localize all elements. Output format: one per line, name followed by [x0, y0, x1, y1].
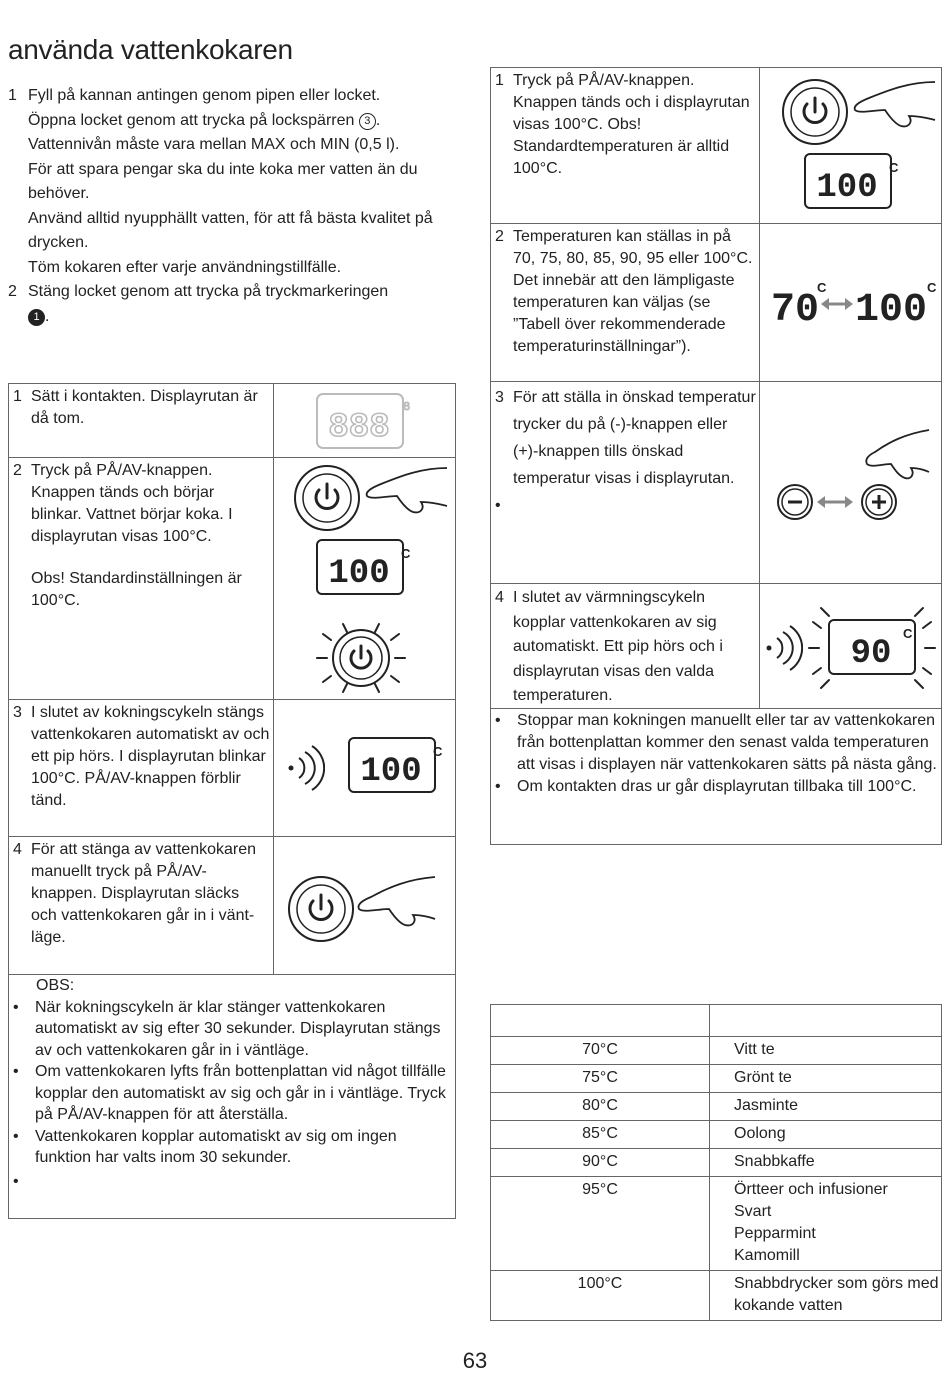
svg-text:100: 100 [328, 555, 390, 593]
right-step-2: 2 Temperaturen kan ställas in på 70, 75, 80, 85, 90, 95 eller 100°C. Det innebär att den lämpligaste temperaturen kan väljas (se ”Tabell över rekommenderade temperaturinställningar”). 70 C 100 C [491, 223, 941, 381]
right-step-3: 3 För att ställa in önskad temperatur trycker du på (-)-knappen eller (+)-knappen tills önskad temperatur visas i displayrutan. • [491, 381, 941, 583]
svg-text:C: C [401, 546, 411, 561]
empty-bullet: • [495, 497, 501, 514]
svg-text:8: 8 [403, 400, 411, 414]
table-row: 80°C Jasminte [491, 1093, 942, 1121]
note-bullet: • Stoppar man kokningen manuellt eller tar av vattenkokaren från bottenplattan kommer den senast valda temperaturen att visas i displayen när vattenkokaren sätts på nästa gång. [495, 712, 937, 773]
power-press-icon [291, 462, 451, 536]
minus-plus-press-icon [769, 426, 939, 536]
display-blank-icon [315, 392, 411, 452]
svg-text:C: C [927, 280, 937, 295]
svg-text:90: 90 [850, 635, 892, 673]
part-ref-3: 3 [359, 113, 376, 130]
svg-text:C: C [903, 626, 913, 641]
intro-step-1: 1 Fyll på kannan antingen genom pipen eller locket. Öppna locket genom att trycka på lockspärren 3 . Vattennivån måste vara mellan MAX och MIN (0,5 l). För att spara pengar ska du inte koka mer vatten än du behöver. Använd alltid nyupphällt vatten, för att få bästa kvalitet på drycken. Töm kokaren efter varje användningstillfälle. [8, 87, 433, 276]
table-row: 90°C Snabbkaffe [491, 1149, 942, 1177]
right-notes [491, 708, 941, 844]
svg-text:100: 100 [855, 288, 928, 333]
beep-sound-icon [285, 740, 325, 796]
note-bullet: • Om kontakten dras ur går displayrutan tillbaka till 100°C. [495, 778, 917, 795]
beep-sound-icon [763, 620, 803, 676]
note-bullet: • När kokningscykeln är klar stänger vattenkokaren automatiskt av sig efter 30 sekunder. Displayrutan stängs av och vattenkokaren går in i väntläge. [13, 998, 441, 1059]
page-number: 63 [462, 1348, 488, 1373]
table-row: 70°C Vitt te [491, 1037, 942, 1065]
power-press-icon [285, 869, 445, 949]
table-row: 95°C Örtteer och infusioner Svart Pepparmint Kamomill [491, 1177, 942, 1271]
intro-step-2: 2 Stäng locket genom att trycka på tryckmarkeringen 1 . [8, 283, 389, 325]
table-row: 100°C Snabbdrycker som görs med kokande vatten [491, 1271, 942, 1321]
right-steps-box [490, 67, 942, 845]
temperature-range-icon [769, 274, 939, 334]
left-step-3: 3 I slutet av kokningscykeln stängs vattenkokaren automatiskt av och ett pip hörs. I displayrutan blinkar 100°C. PÅ/AV-knappen förblir tänd. 100 C [9, 699, 455, 836]
temperature-table [490, 1004, 942, 1321]
svg-text:C: C [817, 280, 827, 295]
display-90-blink-icon [805, 602, 939, 694]
svg-text:100: 100 [360, 753, 422, 791]
svg-text:C: C [889, 160, 899, 175]
note-bullet: • Om vattenkokaren lyfts från bottenplattan vid något tillfälle kopplar den automatiskt av sig och går in i väntläge. Tryck på PÅ/AV-knappen för att återställa. [13, 1063, 446, 1123]
display-100-icon [315, 538, 411, 598]
table-row: 85°C Oolong [491, 1121, 942, 1149]
left-step-1: 1 Sätt i kontakten. Displayrutan är då tom. 888 8 [9, 384, 455, 457]
right-step-1: 1 Tryck på PÅ/AV-knappen. Knappen tänds och i displayrutan visas 100°C. Obs! Standardtemperaturen är alltid 100°C. 100 C [491, 68, 941, 223]
left-step-4: 4 För att stänga av vattenkokaren manuellt tryck på PÅ/AV-knappen. Displayrutan släcks och vattenkokaren går in i väntläge. [9, 836, 455, 974]
display-100-icon [803, 152, 899, 212]
right-step-4: 4 I slutet av värmningscykeln kopplar vattenkokaren av sig automatiskt. Ett pip hörs och i displayrutan visas den valda temperaturen. 90 C [491, 583, 941, 708]
note-bullet: • Vattenkokaren kopplar automatiskt av sig om ingen funktion har valts inom 30 sekunder. [13, 1127, 397, 1166]
display-100-icon [347, 736, 443, 796]
left-notes: OBS: • När kokningscykeln är klar stänger vattenkokaren automatiskt av sig efter 30 sekunder. Displayrutan stängs av och vattenkokaren går in i väntläge. • Om vattenkokaren lyfts från bottenplattan vid något tillfälle kopplar den automatiskt av sig och går in i väntläge. Tryck på PÅ/AV-knappen för att återställa. • Vattenkokaren kopplar automatiskt av sig om ingen funktion har valts inom 30 sekunder. • [9, 974, 455, 1218]
left-step-2: 2 Tryck på PÅ/AV-knappen. Knappen tänds och börjar blinkar. Vattnet börjar koka. I displayrutan visas 100°C. Obs! Standardinställningen är 100°C. 100 C [9, 457, 455, 699]
note-bullet: • [13, 1172, 19, 1190]
svg-text:100: 100 [816, 169, 878, 207]
page-title: använda vattenkokaren [8, 34, 293, 65]
svg-text:888: 888 [328, 409, 390, 447]
part-ref-1: 1 [28, 309, 45, 326]
svg-text:70: 70 [771, 288, 820, 333]
svg-text:C: C [433, 744, 443, 759]
left-steps-box [8, 383, 456, 1219]
power-press-icon [779, 76, 939, 150]
table-header-row [491, 1005, 942, 1037]
power-blink-icon [309, 620, 413, 698]
intro-instructions [8, 84, 463, 329]
table-row: 75°C Grönt te [491, 1065, 942, 1093]
